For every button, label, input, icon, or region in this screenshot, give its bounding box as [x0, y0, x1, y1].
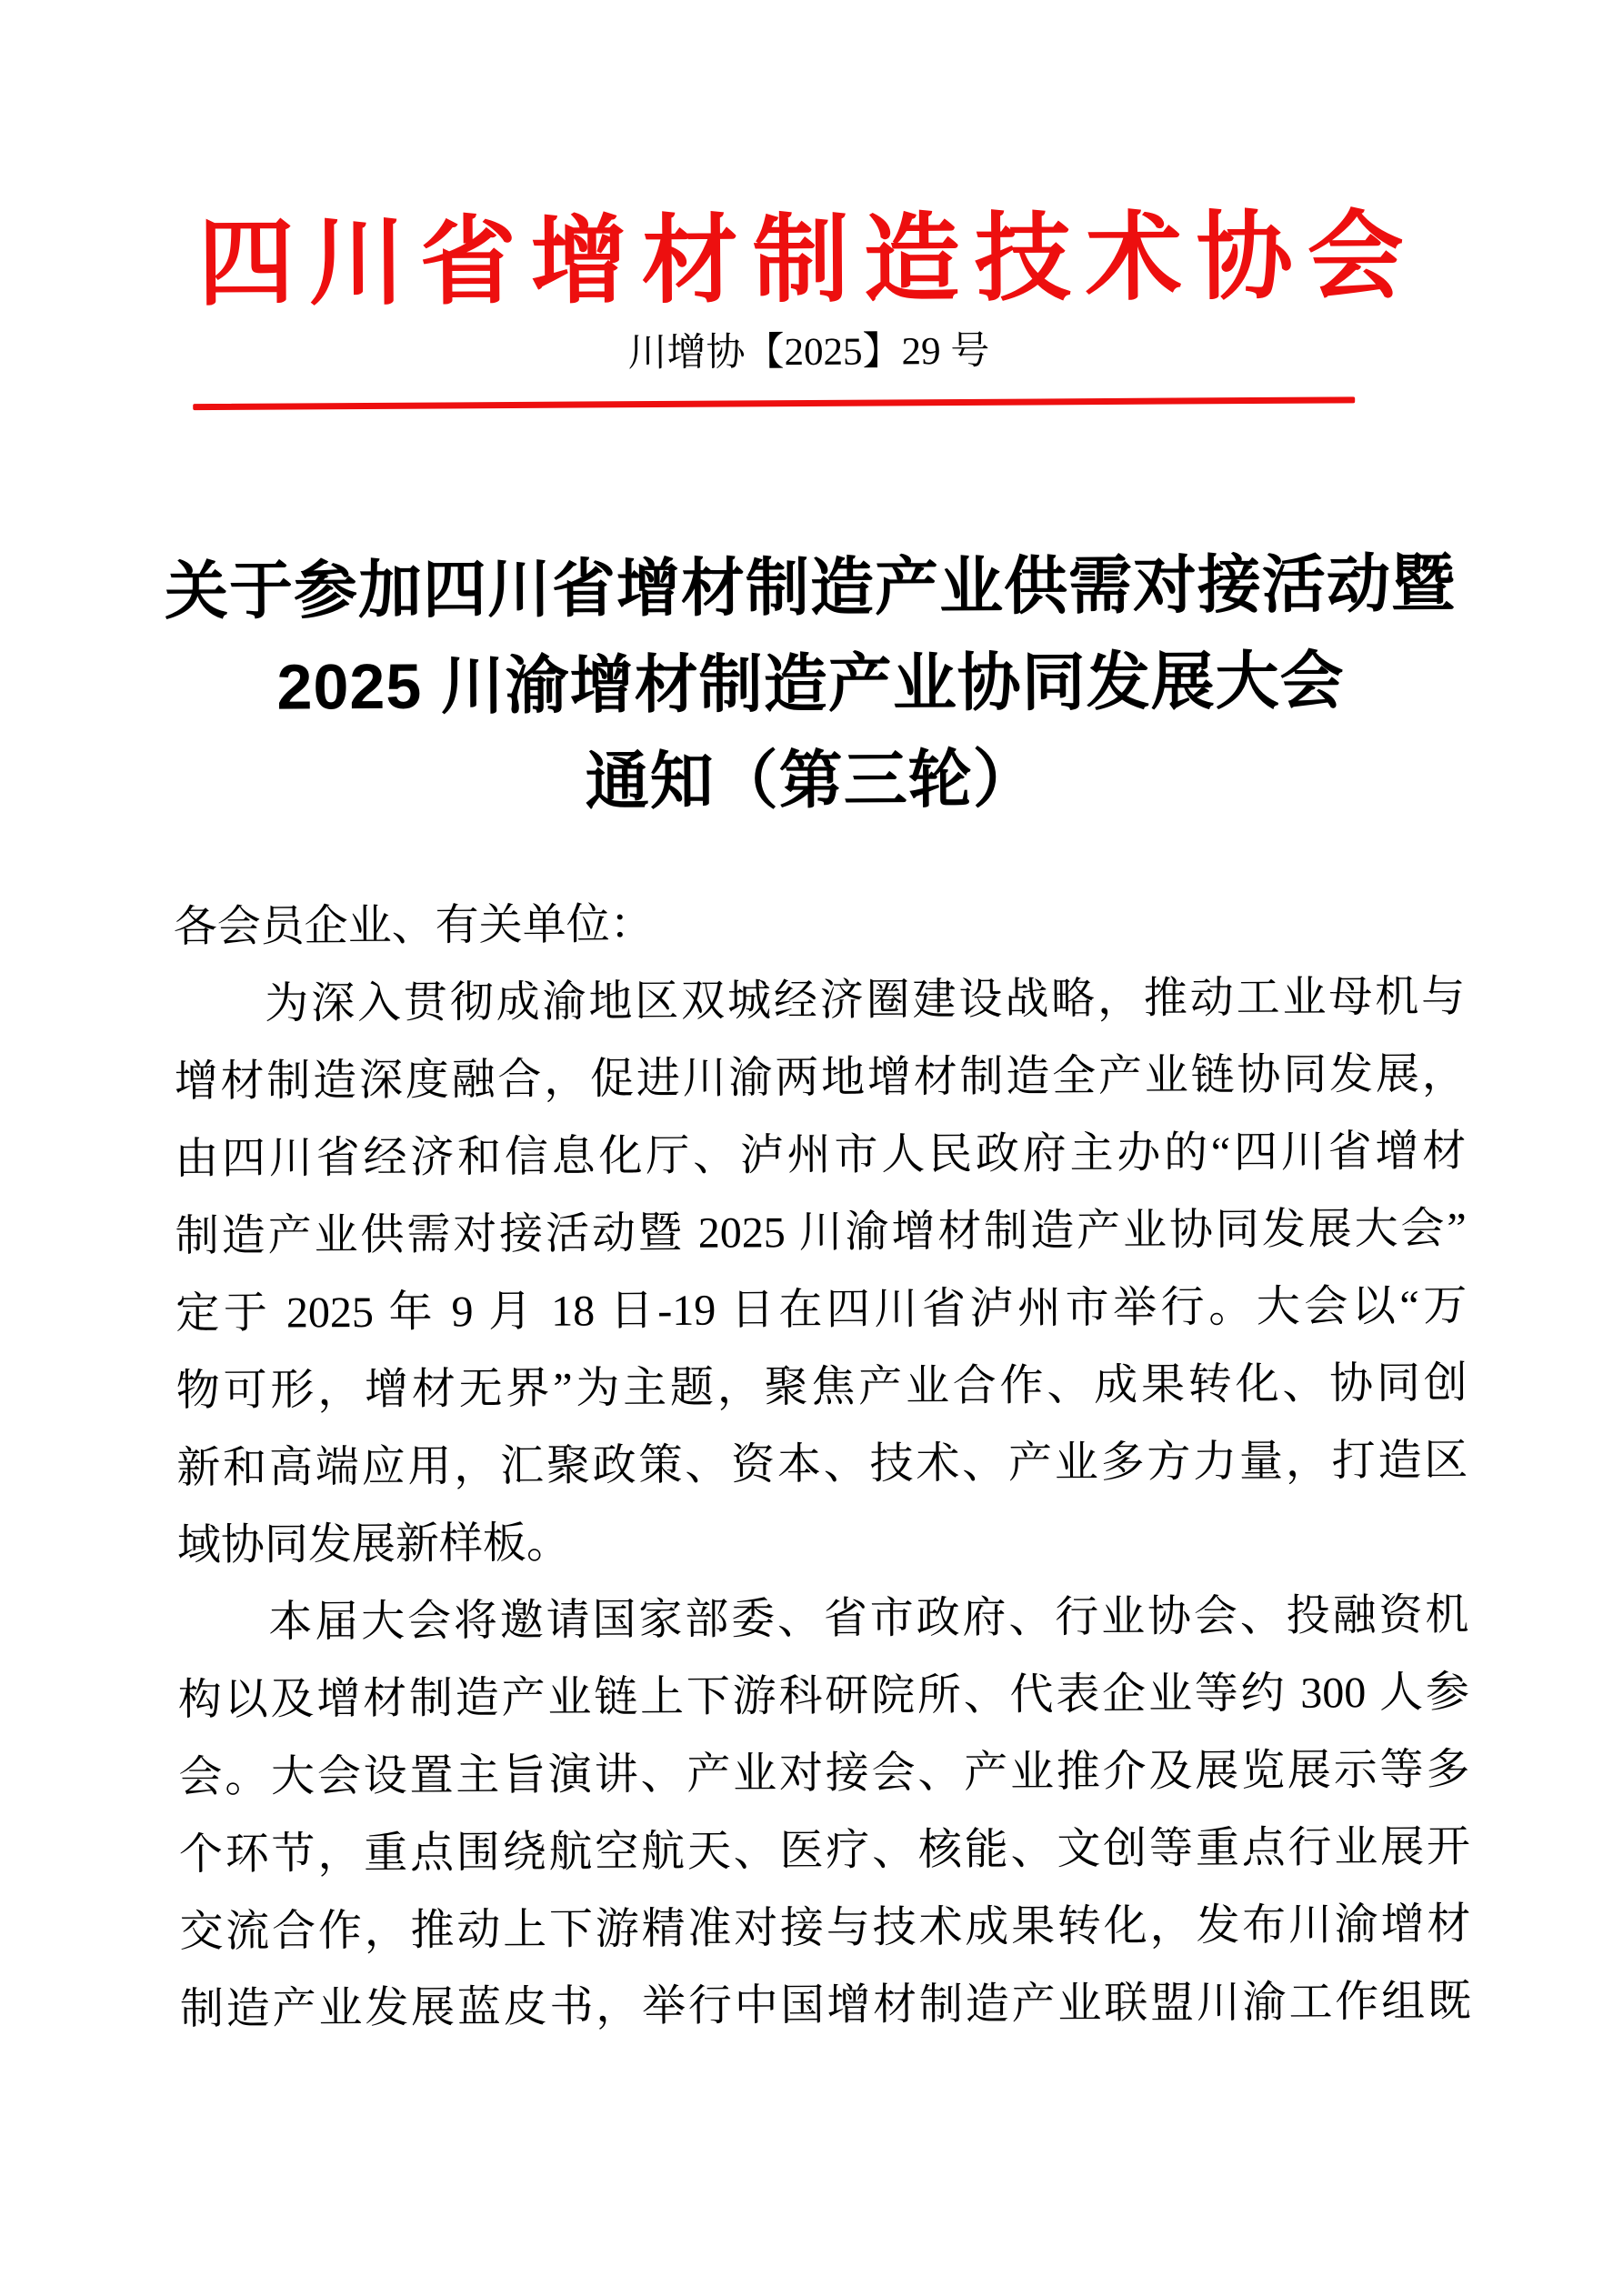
body-paragraph-1: [174, 958, 1468, 1585]
body-line: 定于 2025 年 9 月 18 日-19 日在四川省泸州市举行。大会以“万: [175, 1281, 1468, 1338]
body-line: 个环节，重点围绕航空航天、医疗、核能、文创等重点行业展开: [178, 1822, 1471, 1880]
org-name-title: 四川省增材制造技术协会: [197, 203, 1419, 318]
body-line: 制造产业供需对接活动暨 2025 川渝增材制造产业协同发展大会”: [175, 1204, 1467, 1261]
doc-number: 川增协【2025】29 号: [627, 329, 990, 376]
notice-title-line-3: 通知（第三轮）: [585, 743, 1037, 817]
body-line: 新和高端应用，汇聚政策、资本、技术、产业多方力量，打造区: [176, 1436, 1468, 1493]
notice-title-line-1: 关于参加四川省增材制造产业供需对接活动暨: [164, 547, 1457, 627]
salutation-line: 各会员企业、有关单位：: [173, 900, 654, 952]
body-line: 域协同发展新样板。: [176, 1519, 571, 1570]
notice-title-line-2: 2025 川渝增材制造产业协同发展大会: [276, 645, 1345, 723]
body-line: 制造产业发展蓝皮书，举行中国增材制造产业联盟川渝工作组既: [179, 1977, 1472, 2034]
body-line: 增材制造深度融合，促进川渝两地增材制造全产业链协同发展，: [174, 1049, 1466, 1107]
notice-title: [0, 535, 1623, 834]
body-line: 构以及增材制造产业链上下游科研院所、代表企业等约 300 人参: [177, 1668, 1470, 1725]
red-divider-rule: [193, 396, 1355, 410]
body-line: 会。大会设置主旨演讲、产业对接会、产业推介及展览展示等多: [178, 1745, 1470, 1802]
body-line: 物可形，增材无界”为主题，聚焦产业合作、成果转化、协同创: [175, 1359, 1468, 1416]
body-paragraph-2: [177, 1577, 1471, 2049]
body-line: 本届大会将邀请国家部委、省市政府、行业协会、投融资机: [268, 1590, 1469, 1647]
body-line: 由四川省经济和信息化厅、泸州市人民政府主办的“四川省增材: [175, 1127, 1467, 1184]
document-body: [173, 881, 1471, 2049]
body-line: 为深入贯彻成渝地区双城经济圈建设战略，推动工业母机与: [265, 972, 1466, 1028]
body-line: 交流合作，推动上下游精准对接与技术成果转化，发布川渝增材: [179, 1900, 1471, 1957]
